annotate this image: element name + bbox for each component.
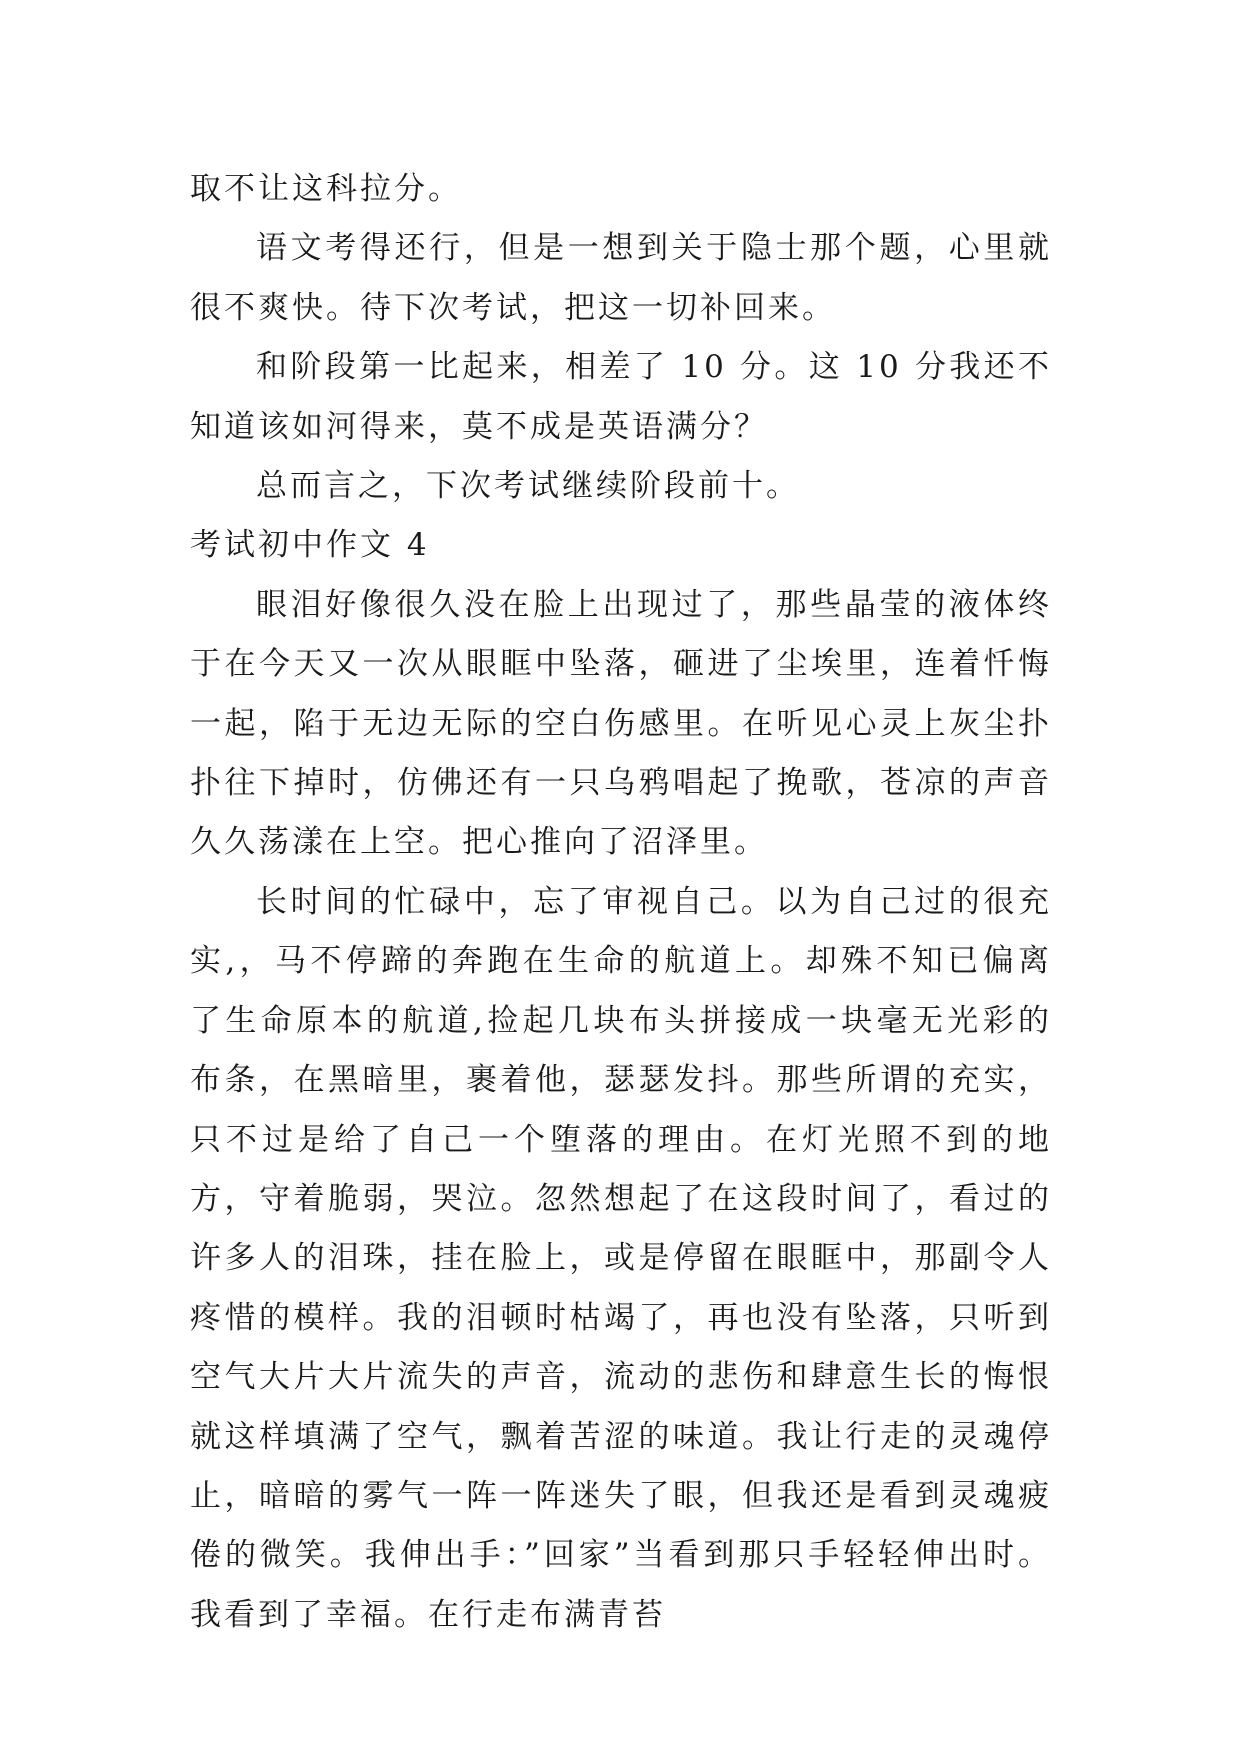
paragraph-chinese-exam: 语文考得还行，但是一想到关于隐士那个题，心里就很不爽快。待下次考试，把这一切补回来。: [190, 230, 1052, 326]
paragraph-continuation: 取不让这科拉分。: [190, 171, 462, 207]
section-title: 考试初中作文 4: [190, 527, 430, 564]
paragraph-conclusion: 总而言之，下次考试继续阶段前十。: [256, 468, 800, 505]
paragraph-busy-life: 长时间的忙碌中，忘了审视自己。以为自己过的很充实,，马不停蹄的奔跑在生命的航道上。却殊不知已偏离了生命原本的航道,捡起几块布头拼接成一块毫无光彩的布条，在黑暗里，裹着他，瑟瑟发抖。那些所谓的充实，只不过是给了自己一个堕落的理由。在灯光照不到的地方，守着脆弱，哭泣。忽然想起了在这段时间了，看过的许多人的泪珠，挂在脸上，或是停留在眼眶中，那副令人疼惜的模样。我的泪顿时枯竭了，再也没有坠落，只听到空气大片大片流失的声音，流动的悲伤和肆意生长的悔恨就这样填满了空气，飘着苦涩的味道。我让行走的灵魂停止，暗暗的雾气一阵一阵迷失了眼，但我还是看到灵魂疲倦的微笑。我伸出手：”回家”当看到那只手轻轻伸出时。我看到了幸福。在行走布满青苔: [190, 883, 1052, 1633]
document-body: [190, 160, 1052, 1645]
paragraph-score-gap: 和阶段第一比起来，相差了 10 分。这 10 分我还不知道该如河得来，莫不成是英语满分？: [190, 349, 1052, 445]
paragraph-tears: 眼泪好像很久没在脸上出现过了，那些晶莹的液体终于在今天又一次从眼眶中坠落，砸进了尘埃里，连着忏悔一起，陷于无边无际的空白伤感里。在听见心灵上灰尘扑扑往下掉时，仿佛还有一只乌鸦唱起了挽歌，苍凉的声音久久荡漾在上空。把心推向了沼泽里。: [190, 586, 1052, 861]
